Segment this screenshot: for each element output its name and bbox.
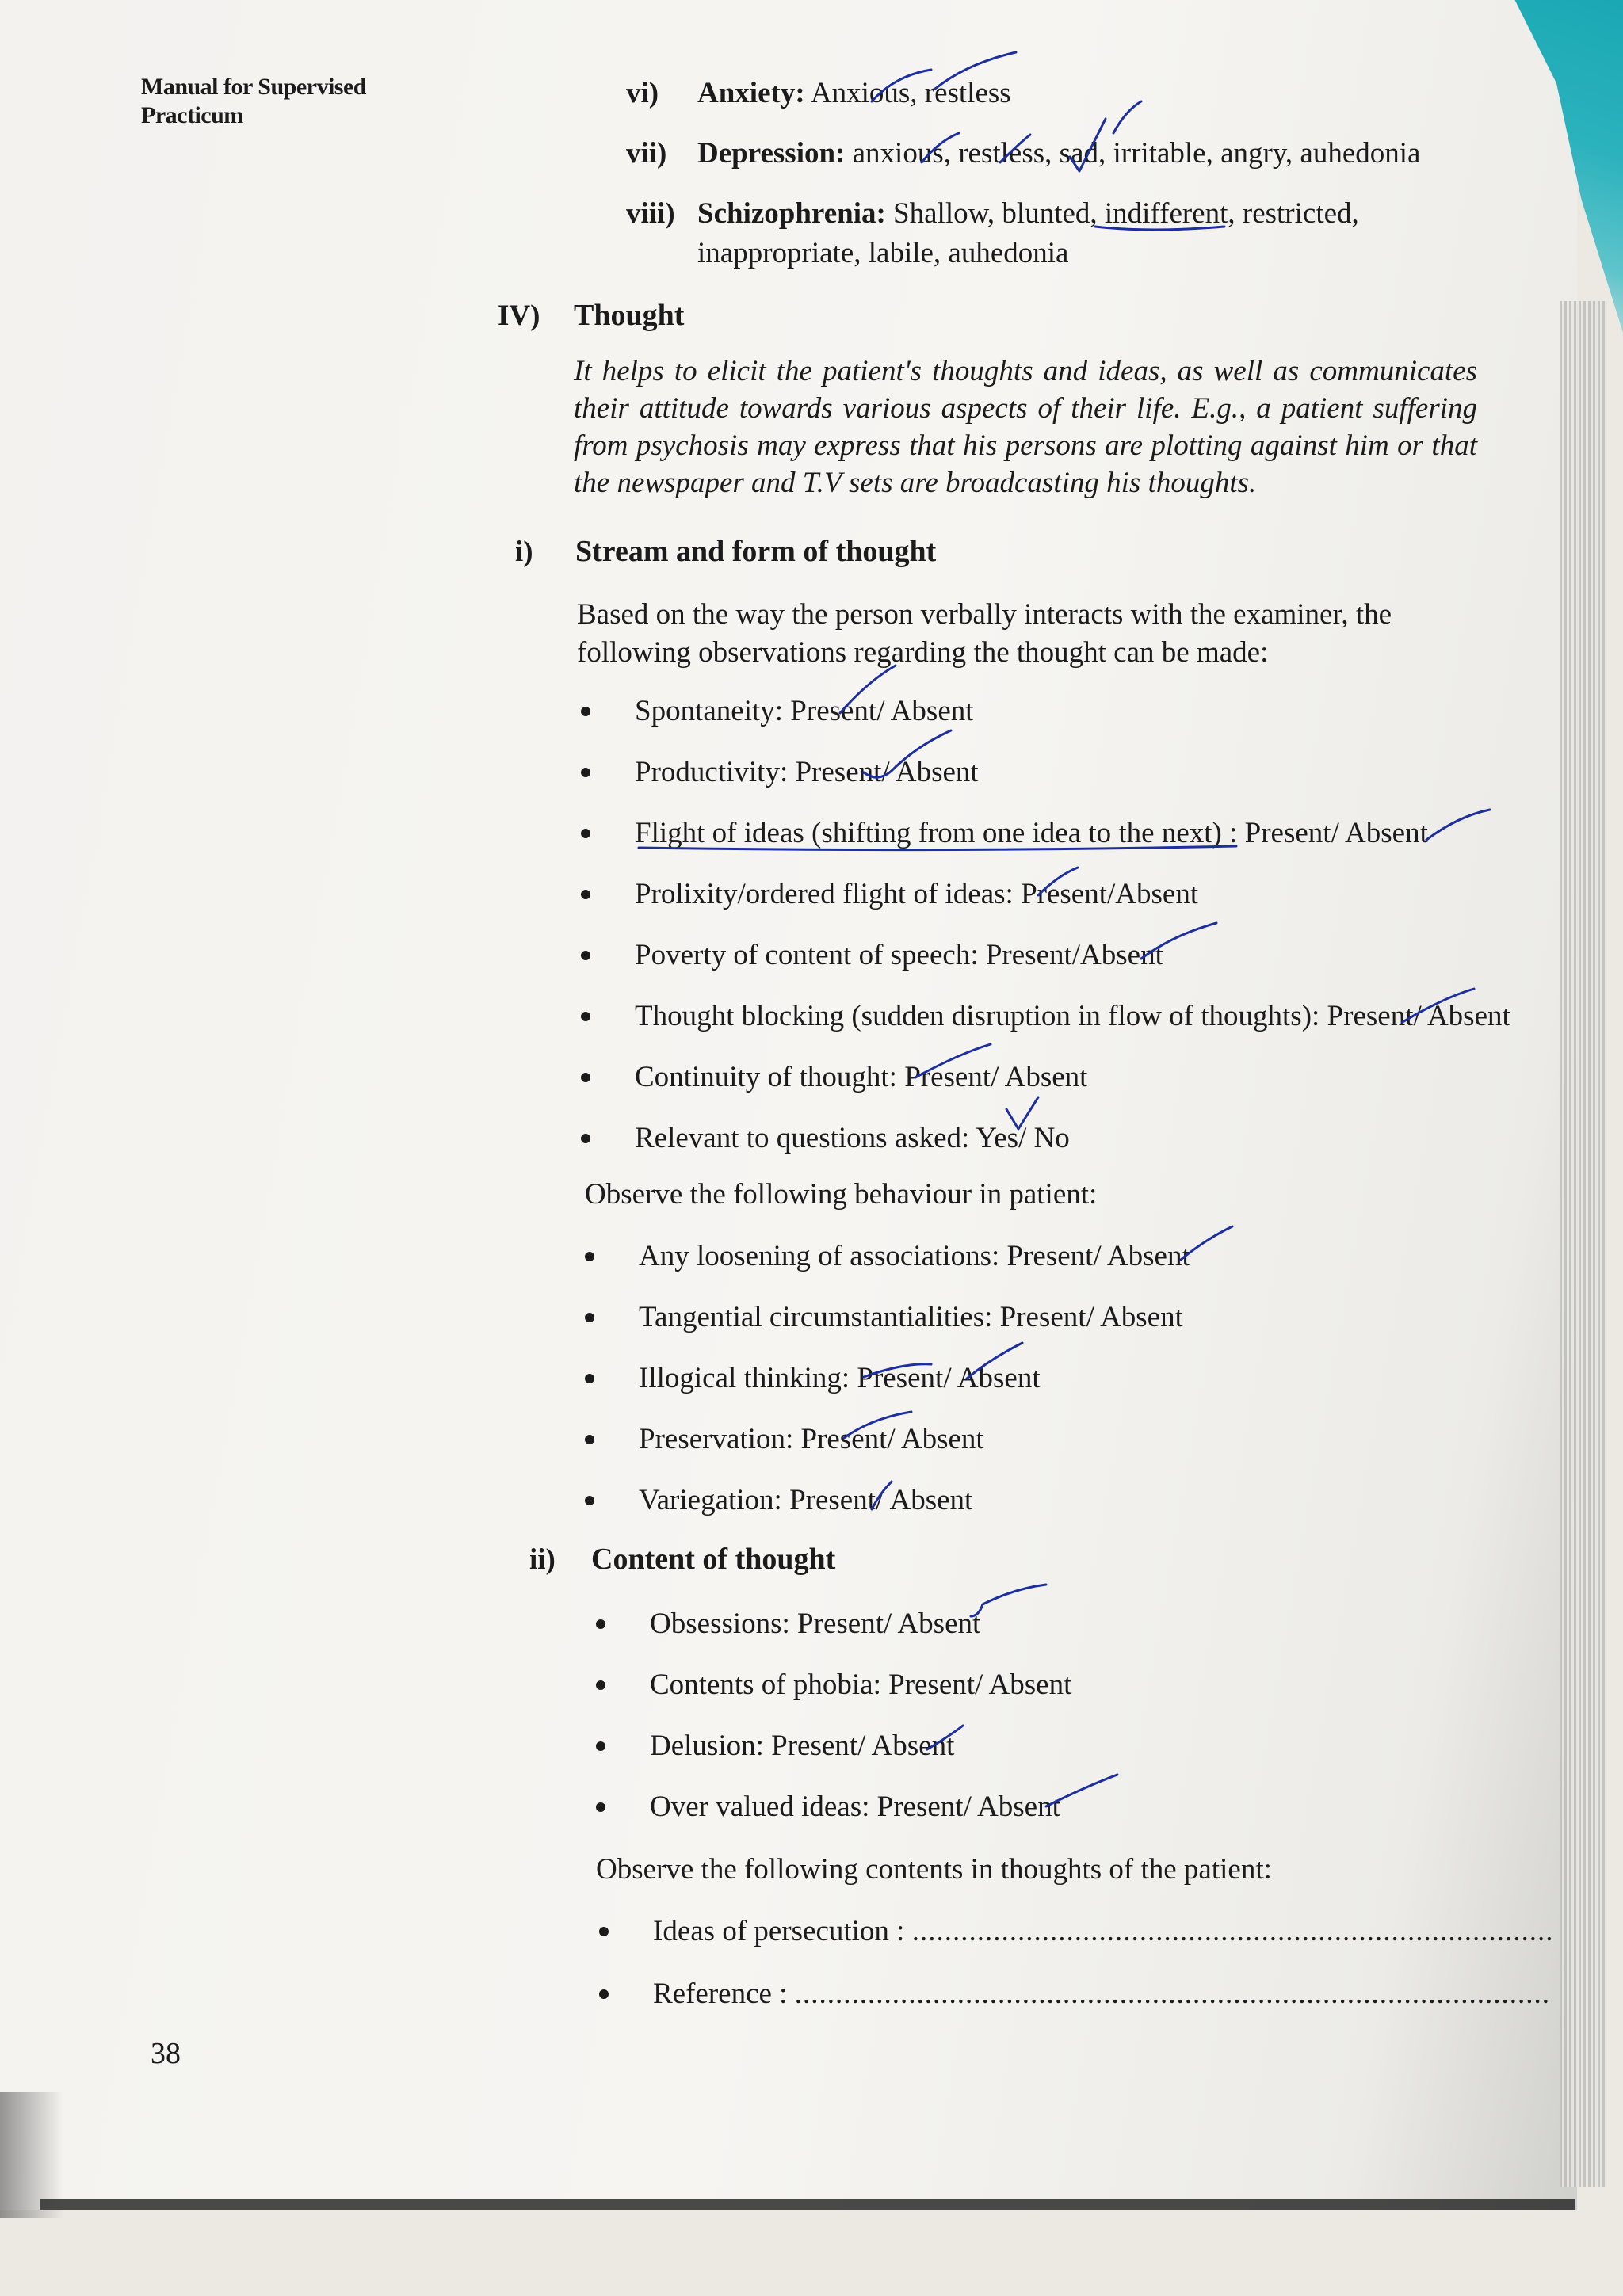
affect-item-schizophrenia: viii) Schizophrenia: Shallow, blunted, indifferent, restricted,: [626, 197, 1359, 230]
bullet-dot: [581, 1073, 590, 1082]
affect-item-depression: vii) Depression: anxious, restless, sad, irritable, angry, auhedonia: [626, 137, 1421, 170]
affect-item-anxiety: vi) Anxiety: Anxious, restless: [626, 77, 1011, 109]
page-left-shadow: [0, 2092, 63, 2218]
stream-intro: Based on the way the person verbally interacts with the examiner, the following observations regarding the thought can be made:: [577, 598, 1392, 669]
bullet-dot: [585, 1374, 594, 1383]
section-thought-intro: It helps to elicit the patient's thoughts and ideas, as well as communicates their attitude towards various aspects of their life. E.g., a patient suffering from psychosis may express that his persons are plotting against him or that the newspaper and T.V sets are broadcasting his thoughts.: [574, 355, 1477, 499]
section-heading-thought: IV) Thought: [498, 299, 685, 332]
running-header: [141, 73, 411, 130]
bullet-dot: [581, 1134, 590, 1143]
bullet-dot: [581, 707, 590, 716]
bullet-dot: [581, 951, 590, 960]
fill-item-label: Ideas of persecution :: [653, 1915, 905, 1947]
affect-item-schizophrenia-cont: inappropriate, labile, auhedonia: [697, 237, 1069, 269]
bullet-dot: [581, 768, 590, 777]
bullet-dot: [585, 1313, 594, 1322]
subsection-heading-stream: i) Stream and form of thought: [515, 535, 937, 568]
book-page-edge: [1560, 301, 1607, 2187]
bullet-dot: [585, 1252, 594, 1261]
fill-blank: .............................................................................................: [794, 1978, 1550, 2010]
bullet-dot: [581, 1012, 590, 1021]
fill-item-label: Reference :: [653, 1978, 788, 2010]
bullet-dot: [581, 829, 590, 838]
observe-contents-label: Observe the following contents in thoughts of the patient:: [596, 1853, 1272, 1886]
bullet-dot: [599, 1989, 609, 1999]
fill-blank: ...............................................................................: [911, 1915, 1554, 1947]
bullet-dot: [596, 1802, 605, 1812]
bullet-dot: [596, 1741, 605, 1751]
observe-behaviour-label: Observe the following behaviour in patient:: [585, 1178, 1098, 1211]
page-bottom-shadow: [40, 2199, 1575, 2210]
header-line-2: Practicum: [141, 102, 243, 128]
bullet-dot: [599, 1927, 609, 1936]
subsection-heading-content: ii) Content of thought: [529, 1543, 836, 1576]
bullet-dot: [585, 1496, 594, 1505]
header-line-1: Manual for Supervised: [141, 74, 366, 100]
bullet-dot: [581, 890, 590, 899]
bullet-dot: [596, 1680, 605, 1690]
bullet-dot: [585, 1435, 594, 1444]
bullet-dot: [596, 1619, 605, 1629]
page-number: 38: [151, 2037, 181, 2070]
